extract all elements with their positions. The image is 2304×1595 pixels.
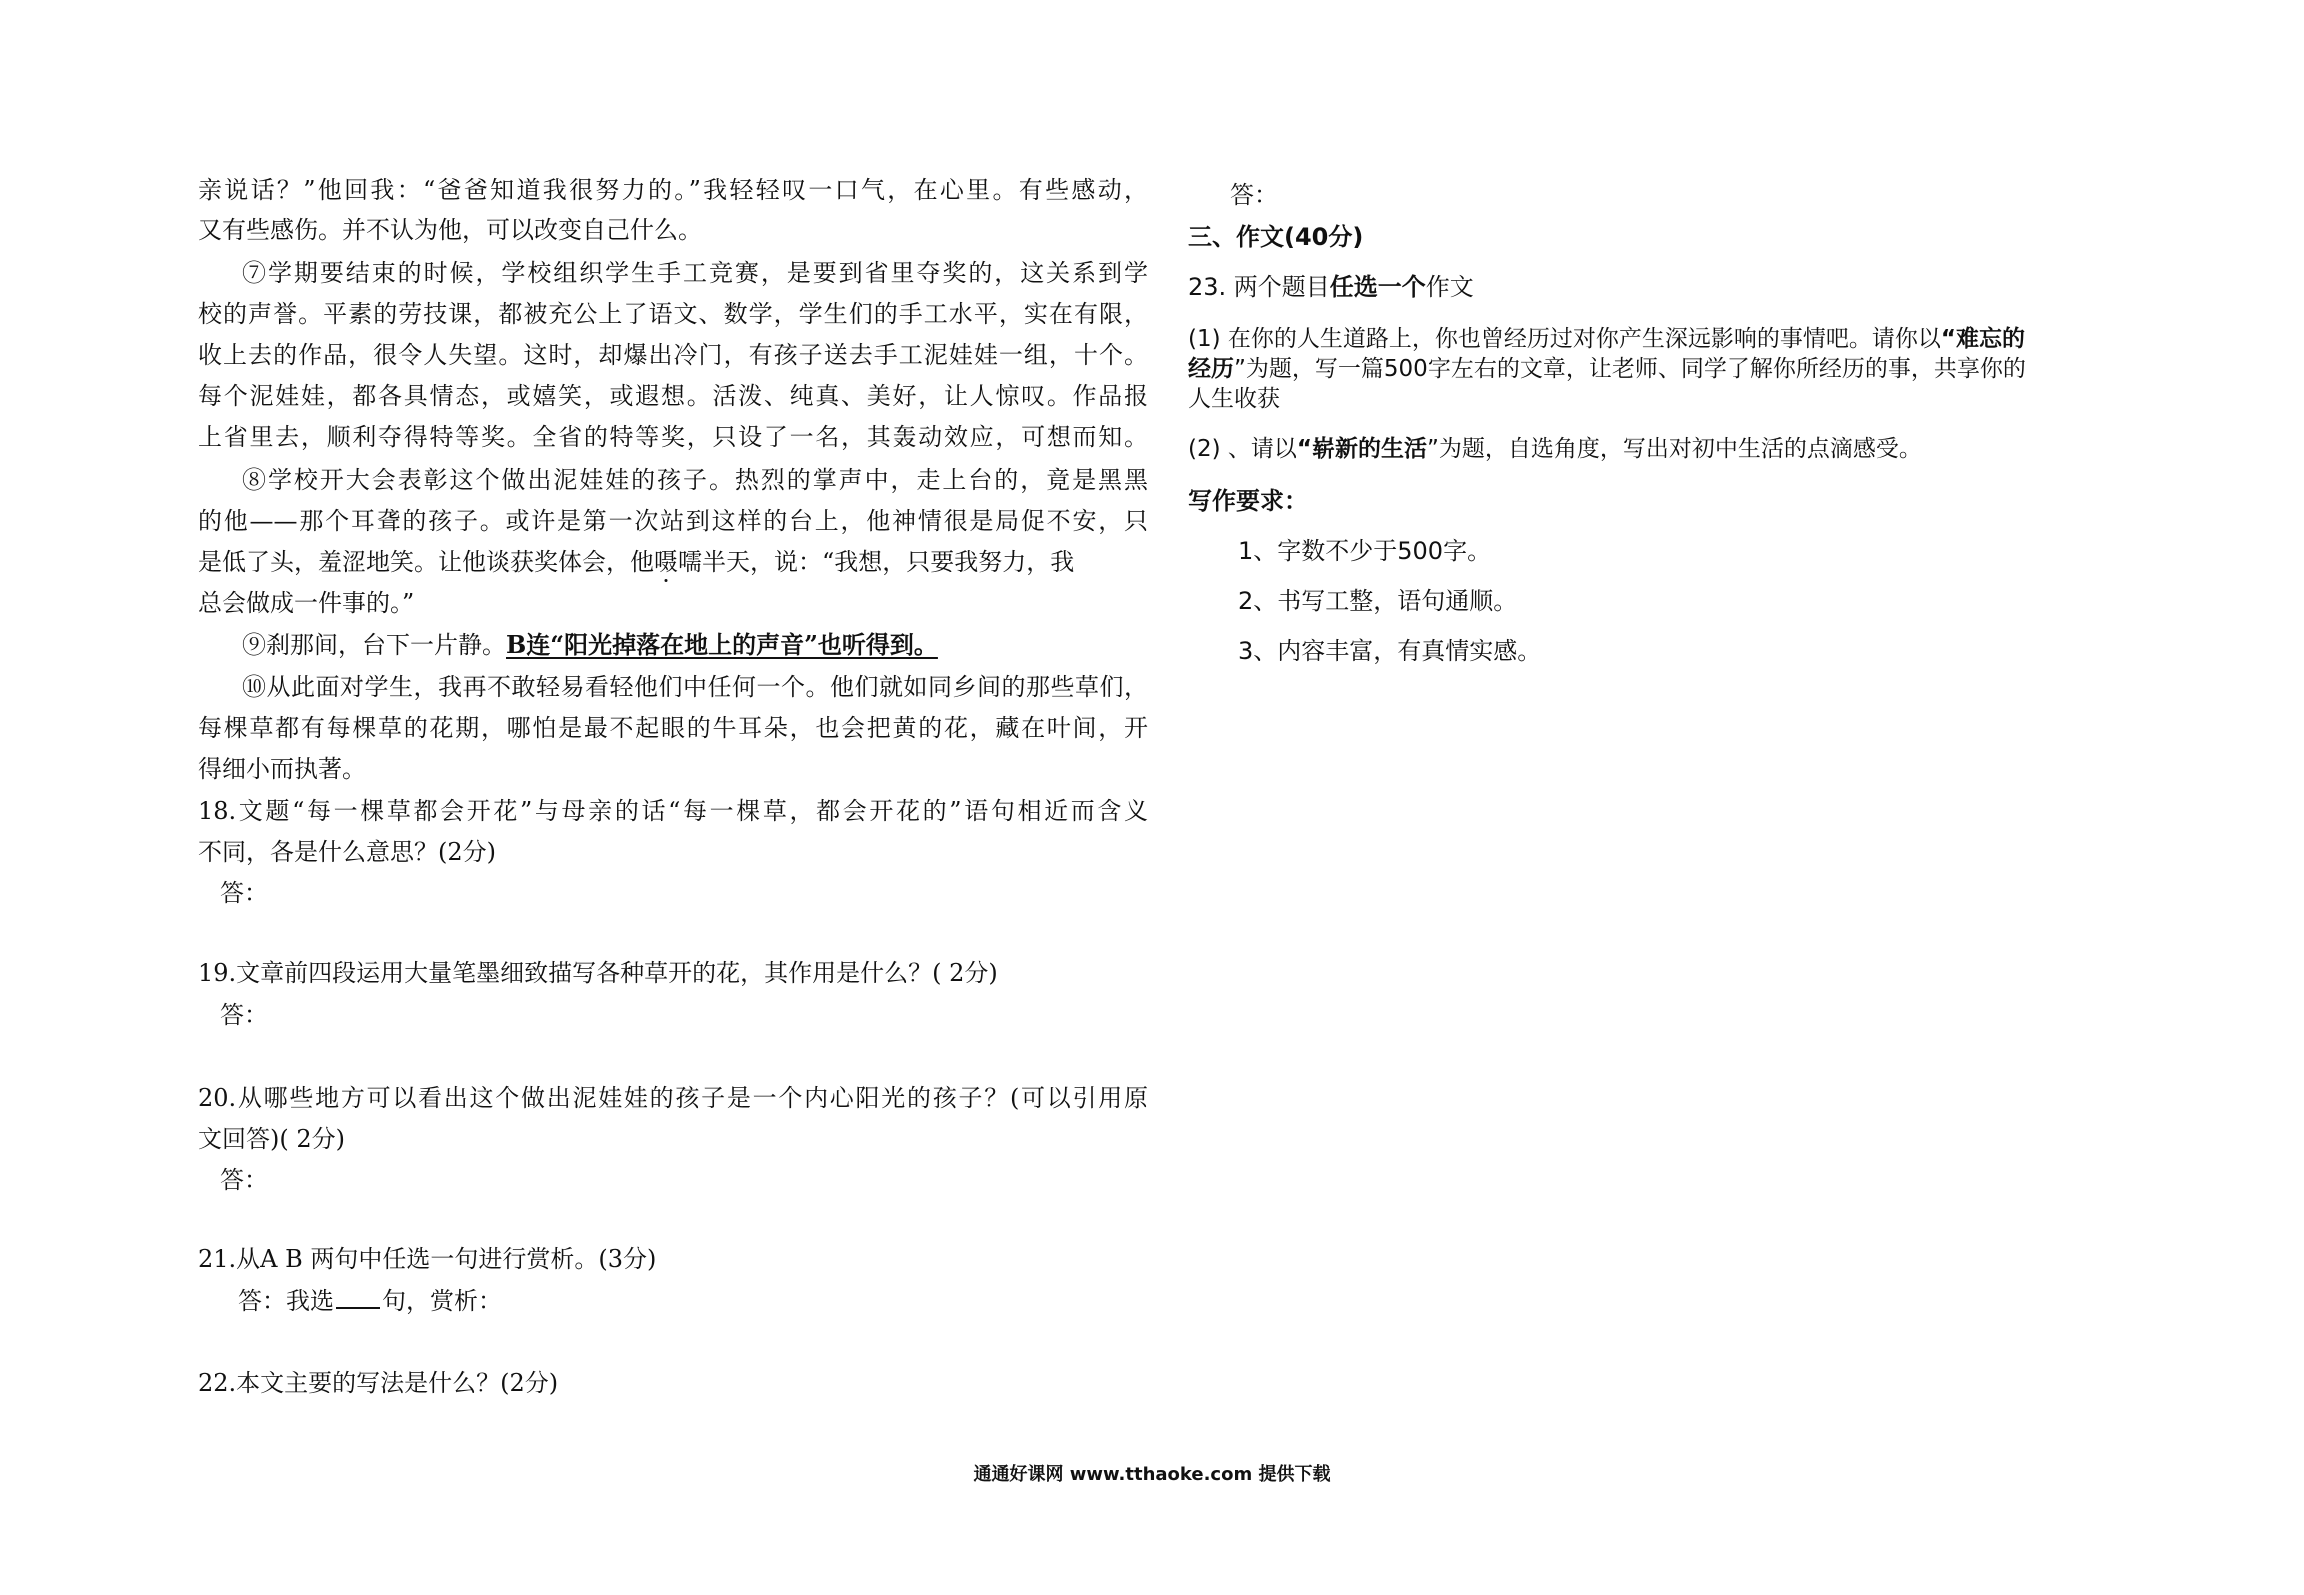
- option-2: [1188, 434, 1922, 464]
- passage-p7-line5: 上省里去，顺利夺得特等奖。全省的特等奖，只设了一名，其轰动效应，可想而知。: [198, 423, 1148, 451]
- passage-p8-line1: ⑧学校开大会表彰这个做出泥娃娃的孩子。热烈的掌声中，走上台的，竟是黑黑: [242, 466, 1148, 494]
- question-20-line1: 20.从哪些地方可以看出这个做出泥娃娃的孩子是一个内心阳光的孩子？(可以引用原: [198, 1084, 1148, 1112]
- question-20-answer-label: 答：: [220, 1166, 268, 1194]
- passage-p8-line4: 总会做成一件事的。”: [198, 589, 415, 617]
- option-1-line3: 人生收获: [1188, 386, 1280, 412]
- sentence-b-underlined: B连“阳光掉落在地上的声音”也听得到。: [506, 630, 938, 659]
- passage-p6-line1: 亲说话？”他回我：“爸爸知道我很努力的。”我轻轻叹一口气，在心里。有些感动，: [198, 176, 1148, 204]
- question-21: 21.从A B 两句中任选一句进行赏析。(3分): [198, 1245, 657, 1273]
- question-21-answer-suffix: 句，赏析：: [382, 1287, 502, 1315]
- writing-requirements-title: 写作要求：: [1188, 487, 1308, 515]
- section-3-title: 三、作文(40分): [1188, 223, 1364, 251]
- answer-label-top: 答：: [1230, 181, 1278, 209]
- question-18-answer-label: 答：: [220, 879, 268, 907]
- passage-p6-line2: 又有些感伤。并不认为他，可以改变自己什么。: [198, 216, 702, 244]
- passage-p7-line1: ⑦学期要结束的时候，学校组织学生手工竞赛，是要到省里夺奖的，这关系到学: [242, 259, 1148, 287]
- question-23-prefix: 23. 两个题目: [1188, 273, 1330, 301]
- question-20-line2: 文回答)( 2分): [198, 1125, 345, 1153]
- passage-p8-line3-part1: 是低了头，羞涩地笑。让他谈获奖体会，他: [198, 548, 654, 576]
- passage-p7-line2: 校的声誉。平素的劳技课，都被充公上了语文、数学，学生们的手工水平，实在有限，: [198, 300, 1148, 328]
- requirement-3: 3、内容丰富，有真情实感。: [1238, 637, 1542, 665]
- question-21-answer-prefix: 答：我选: [238, 1287, 334, 1315]
- passage-p8-line3-part2: 嚅半天，说：“我想，只要我努力，我: [678, 548, 1075, 576]
- dotted-character: 嗫: [654, 548, 678, 576]
- option-1-text-cont: ”为题，写一篇500字左右的文章，让老师、同学了解你所经历的事，共享你的: [1234, 356, 2026, 382]
- requirement-2: 2、书写工整，语句通顺。: [1238, 587, 1518, 615]
- passage-p9-text: ⑨刹那间，台下一片静。: [242, 631, 506, 659]
- question-23-emphasis: 任选一个: [1329, 273, 1426, 301]
- passage-p8-line3: [198, 547, 1148, 577]
- question-19: 19.文章前四段运用大量笔墨细致描写各种草开的花，其作用是什么？( 2分): [198, 959, 998, 987]
- option-1-title-part2: 经历: [1188, 356, 1234, 382]
- question-22: 22.本文主要的写法是什么？(2分): [198, 1369, 559, 1397]
- question-23-suffix: 作文: [1425, 273, 1474, 301]
- question-19-answer-label: 答：: [220, 1001, 268, 1029]
- passage-p8-line2: 的他——那个耳聋的孩子。或许是第一次站到这样的台上，他神情很是局促不安，只: [198, 507, 1148, 535]
- passage-p10-line1: ⑩从此面对学生，我再不敢轻易看轻他们中任何一个。他们就如同乡间的那些草们，: [242, 673, 1148, 701]
- passage-p7-line3: 收上去的作品，很令人失望。这时，却爆出冷门，有孩子送去手工泥娃娃一组，十个。: [198, 341, 1148, 369]
- option-2-title: “崭新的生活: [1296, 436, 1428, 462]
- option-1-line2: [1188, 354, 2026, 384]
- question-18-line1: 18.文题“每一棵草都会开花”与母亲的话“每一棵草，都会开花的”语句相近而含义: [198, 797, 1148, 825]
- option-1-line1: [1188, 324, 2025, 354]
- question-18-line2: 不同，各是什么意思？(2分): [198, 838, 496, 866]
- option-2-text-cont: ”为题，自选角度，写出对初中生活的点滴感受。: [1427, 436, 1922, 462]
- passage-p10-line2: 每棵草都有每棵草的花期，哪怕是最不起眼的牛耳朵，也会把黄的花，藏在叶间，开: [198, 714, 1148, 742]
- question-21-answer: [238, 1285, 502, 1316]
- requirement-1: 1、字数不少于500字。: [1238, 537, 1492, 565]
- question-23: [1188, 272, 1474, 302]
- choice-blank-line[interactable]: [336, 1285, 380, 1309]
- footer-watermark-text: 通通好课网 www.tthaoke.com 提供下载: [973, 1464, 1331, 1485]
- option-2-text: (2) 、请以: [1188, 436, 1297, 462]
- option-1-title-part1: “难忘的: [1940, 326, 2026, 352]
- passage-p9: [242, 630, 938, 660]
- passage-p10-line3: 得细小而执著。: [198, 755, 366, 783]
- option-1-text: (1) 在你的人生道路上，你也曾经历过对你产生深远影响的事情吧。请你以: [1188, 326, 1941, 352]
- passage-p7-line4: 每个泥娃娃，都各具情态，或嬉笑，或遐想。活泼、纯真、美好，让人惊叹。作品报: [198, 382, 1148, 410]
